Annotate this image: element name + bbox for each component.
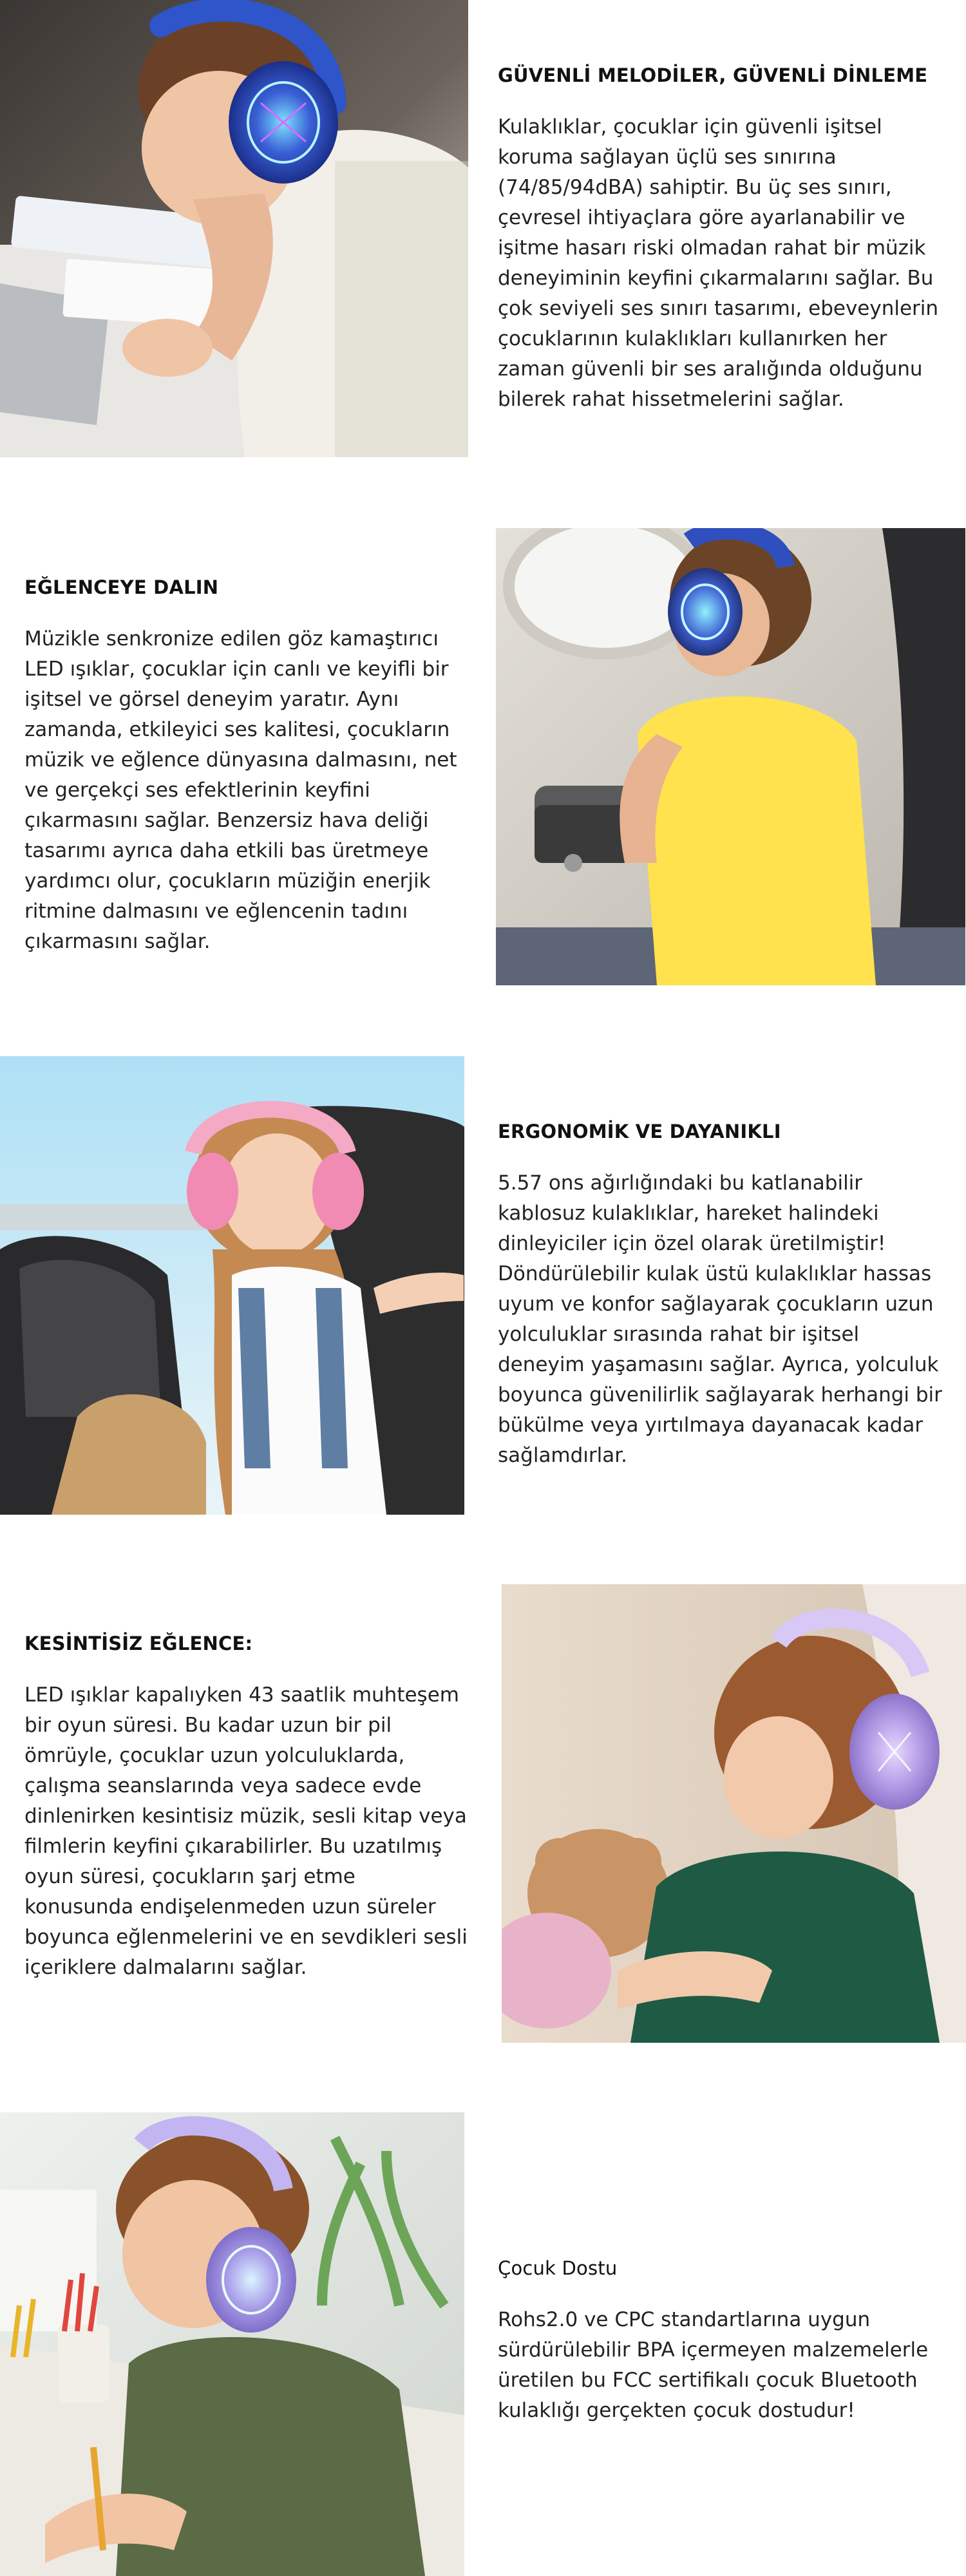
section-body: Müzikle senkronize edilen göz kamaştırıcı LED ışıklar, çocuklar için canlı ve keyifli bir işitsel ve görsel deneyim yaratır. Aynı zamanda, etkileyici ses kalitesi, çocukların müzik ve eğlence dünyasına dalmasını, net ve gerçekçi ses efektlerinin keyfini çıkarmasını sağlar. Benzersiz hava deliği tasarımı ayrıca daha etkili bas üretmeye yardımcı olur, çocukların müziğin enerjik ritmine dalmasını ve eğlencenin tadını çıkarmasını sağlar. <box>24 627 457 953</box>
girl-pink-headphones-car-photo <box>0 1056 464 1515</box>
section-ergonomic-durable <box>498 1121 949 1471</box>
child-airplane-window-headphones-photo <box>496 528 965 985</box>
section-heading: Çocuk Dostu <box>498 2257 618 2279</box>
boy-lavender-headphones-drawing-photo <box>0 2112 464 2576</box>
section-heading: EĞLENCEYE DALIN <box>24 576 219 598</box>
child-writing-blue-headphones-photo <box>0 0 468 457</box>
girl-purple-headphones-plush-toys-photo <box>502 1584 966 2043</box>
section-heading: ERGONOMİK VE DAYANIKLI <box>498 1121 781 1142</box>
section-uninterrupted-fun <box>24 1633 469 1983</box>
section-safe-listening <box>498 64 949 415</box>
section-body: Rohs2.0 ve CPC standartlarına uygun sürdürülebilir BPA içermeyen malzemelerle üretilen bu FCC sertifikalı çocuk Bluetooth kulaklığı gerçekten çocuk dostudur! <box>498 2308 929 2422</box>
section-child-friendly <box>498 2257 949 2426</box>
section-body: LED ışıklar kapalıyken 43 saatlik muhteşem bir oyun süresi. Bu kadar uzun bir pil ömrüyle, çocuklar uzun yolculuklarda, çalışma seanslarında veya sadece evde dinlenirken kesintisiz müzik, sesli kitap veya filmlerin keyfini çıkarabilirler. Bu uzatılmış oyun süresi, çocukların şarj etme konusunda endişelenmeden uzun süreler boyunca eğlenmelerini ve en sevdikleri sesli içeriklere dalmalarını sağlar. <box>24 1683 468 1979</box>
section-immerse-fun <box>24 576 469 957</box>
section-heading: KESİNTİSİZ EĞLENCE: <box>24 1633 253 1654</box>
section-body: Kulaklıklar, çocuklar için güvenli işitsel koruma sağlayan üçlü ses sınırına (74/85/94dBA) sahiptir. Bu üç ses sınırı, çevresel ihtiyaçlara göre ayarlanabilir ve işitme hasarı riski olmadan rahat bir müzik deneyiminin keyfini çıkarmalarını sağlar. Bu çok seviyeli ses sınırı tasarımı, ebeveynlerin çocuklarının kulaklıkları kullanırken her zaman güvenli bir ses aralığında olduğunu bilerek rahat hissetmelerini sağlar. <box>498 115 939 411</box>
section-body: 5.57 ons ağırlığındaki bu katlanabilir kablosuz kulaklıklar, hareket halindeki dinleyiciler için özel olarak üretilmiştir! Döndürülebilir kulak üstü kulaklıklar hassas uyum ve konfor sağlayarak çocukların uzun yolculuklar sırasında rahat bir işitsel deneyim yaşamasını sağlar. Ayrıca, yolculuk boyunca güvenilirlik sağlayarak herhangi bir bükülme veya yırtılmaya dayanacak kadar sağlamdırlar. <box>498 1171 942 1467</box>
section-heading: GÜVENLİ MELODİLER, GÜVENLİ DİNLEME <box>498 64 928 86</box>
